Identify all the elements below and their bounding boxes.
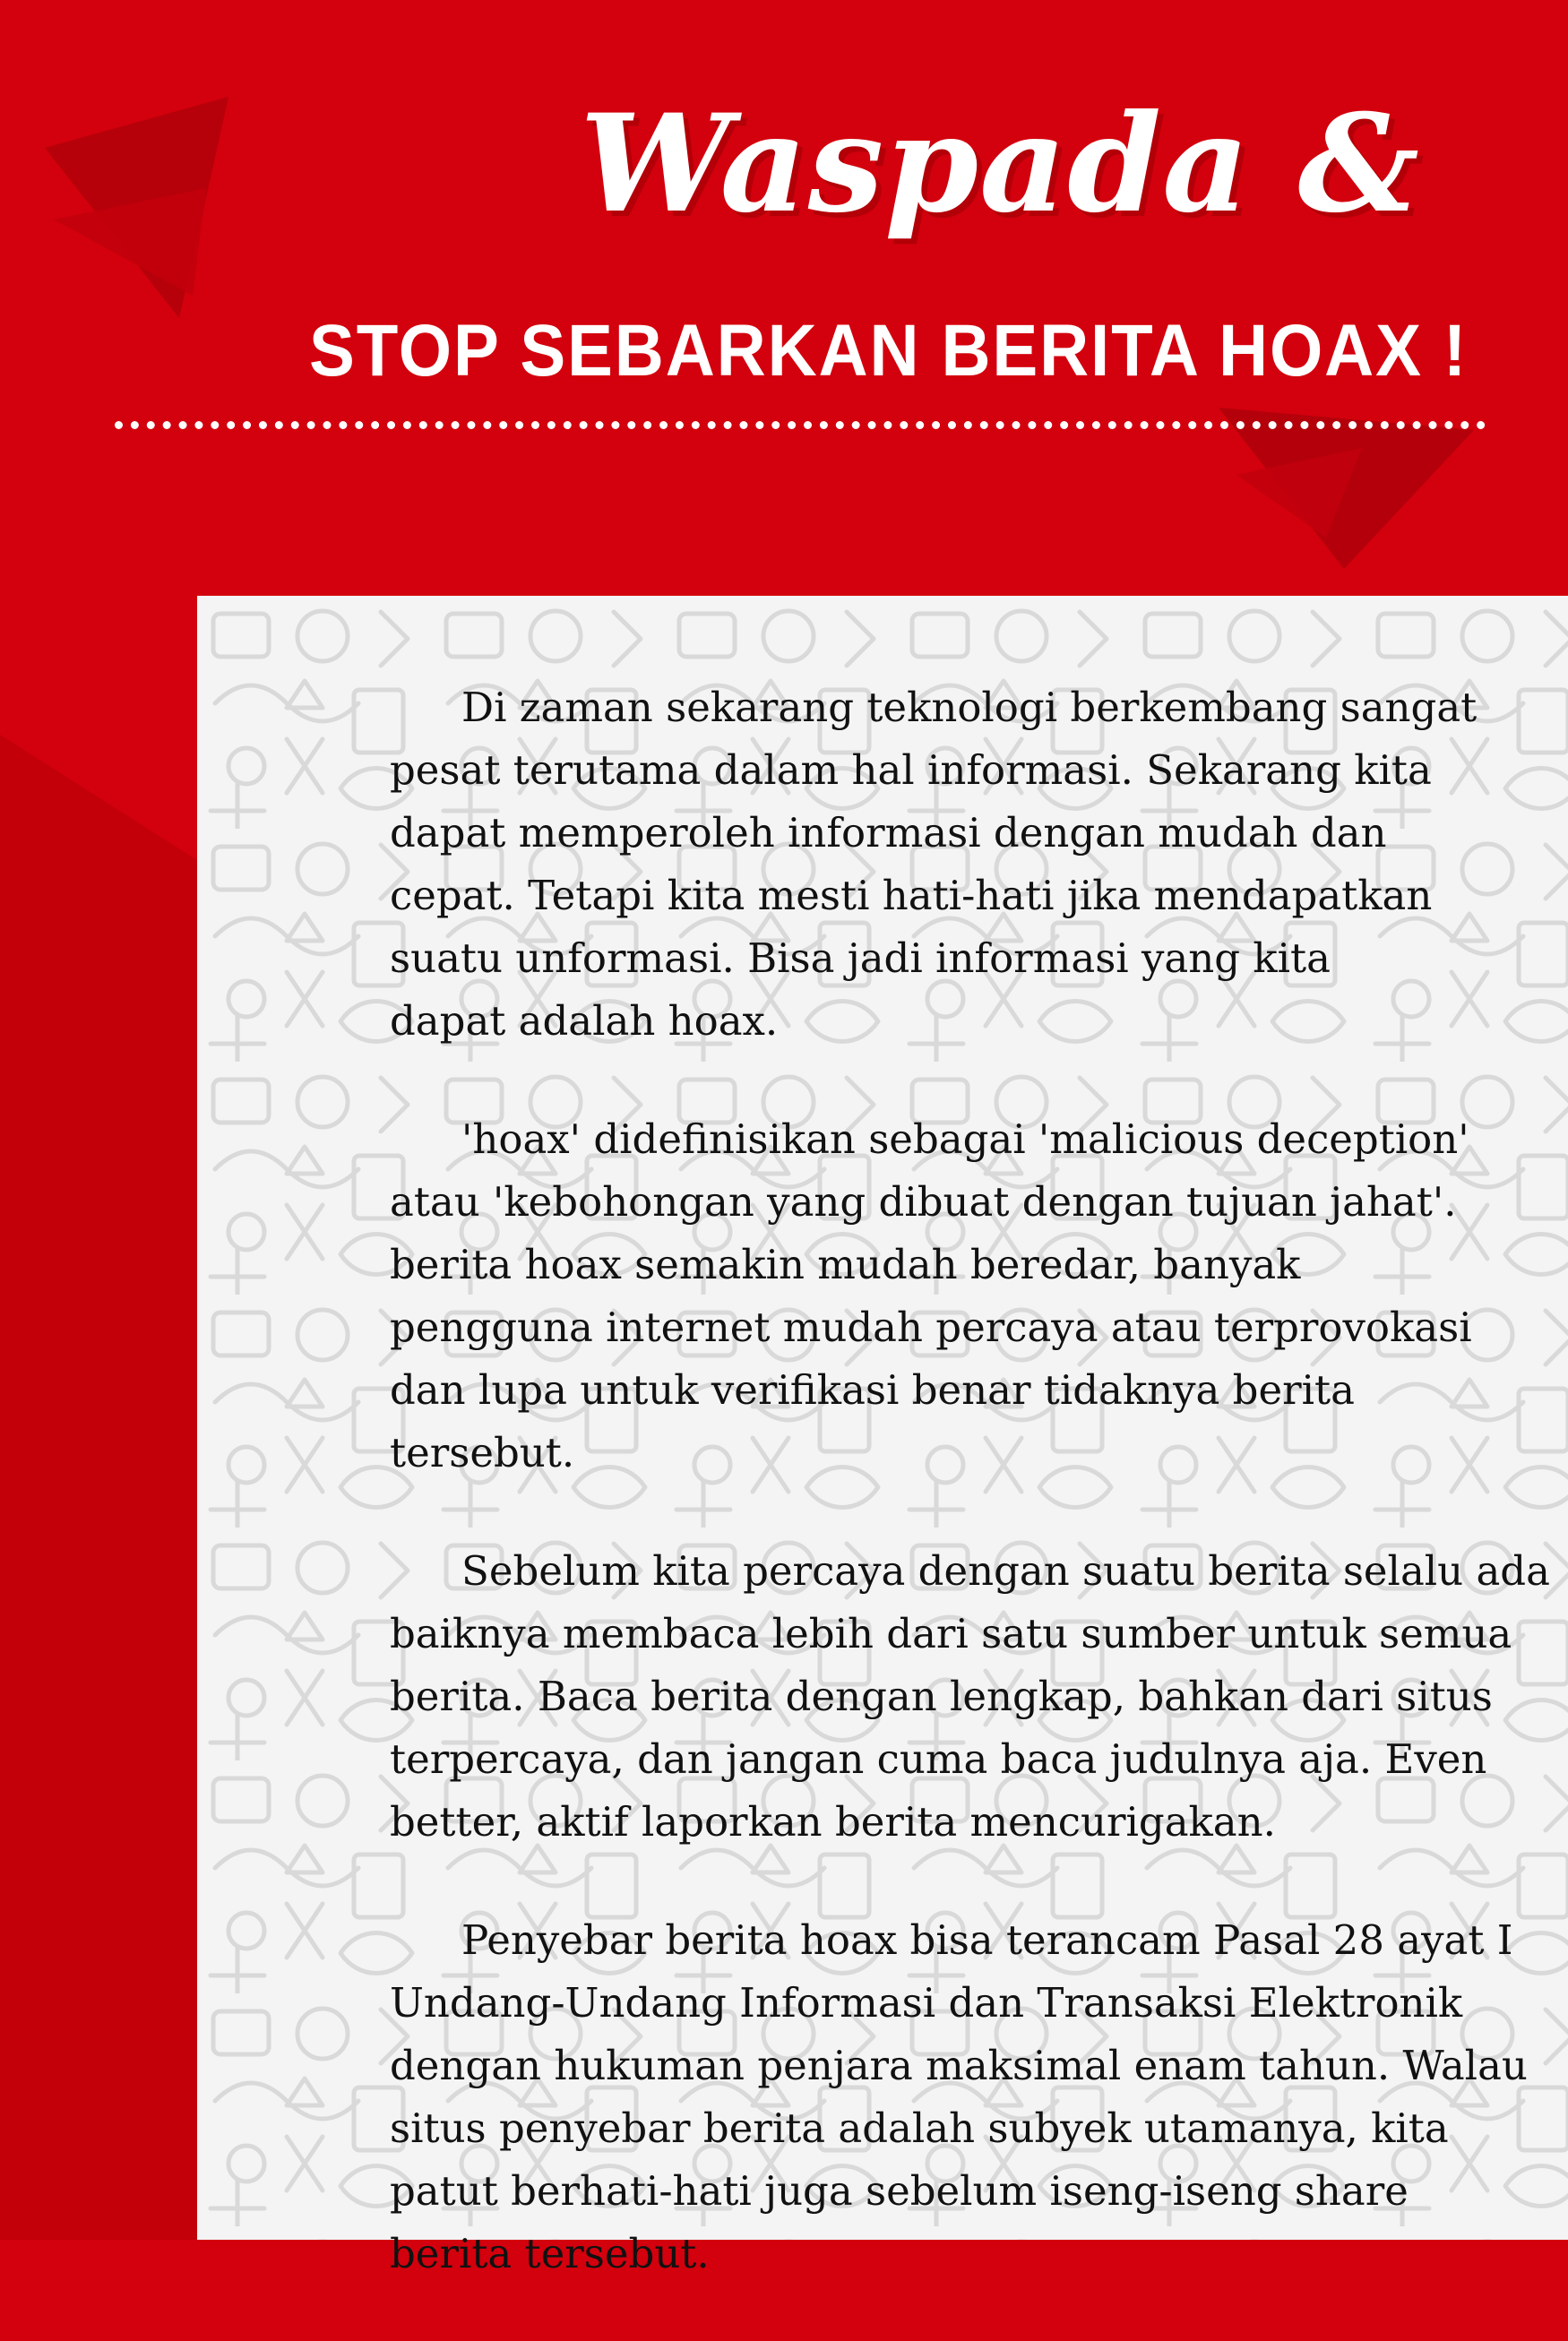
paragraph-line: Undang-Undang Informasi dan Transaksi Elektronik: [390, 1979, 1463, 2027]
paragraph-line: dapat memperoleh informasi dengan mudah dan: [390, 809, 1387, 856]
paragraph-line: cepat. Tetapi kita mesti hati-hati jika mendapatkan: [390, 872, 1433, 919]
paragraph-line: berita. Baca berita dengan lengkap, bahkan dari situs: [390, 1673, 1493, 1720]
paragraph-line: Sebelum kita percaya dengan suatu berita selalu ada: [461, 1547, 1550, 1595]
paragraph-4: [390, 1909, 1528, 2285]
paragraph-line: berita hoax semakin mudah beredar, banyak: [390, 1241, 1301, 1288]
title-main: STOP SEBARKAN BERITA HOAX !: [309, 310, 1469, 392]
paragraph-line: suatu unformasi. Bisa jadi informasi yang kita: [390, 934, 1331, 982]
paragraph-line: pengguna internet mudah percaya atau terprovokasi: [390, 1304, 1472, 1351]
paragraph-line: Di zaman sekarang teknologi berkembang sangat: [461, 684, 1478, 731]
paragraph-line: berita tersebut.: [390, 2230, 710, 2277]
paragraph-3: [390, 1540, 1550, 1854]
paragraph-line: dan lupa untuk verifikasi benar tidaknya berita: [390, 1366, 1355, 1414]
paragraph-line: patut berhati-hati juga sebelum iseng-iseng share: [390, 2167, 1409, 2215]
paragraph-1: [390, 676, 1501, 1053]
left-band-shape: [0, 735, 197, 2240]
paragraph-line: dengan hukuman penjara maksimal enam tahun. Walau: [390, 2042, 1528, 2089]
paragraph-line: baiknya membaca lebih dari satu sumber untuk semua: [390, 1610, 1512, 1657]
paragraph-line: atau 'kebohongan yang dibuat dengan tujuan jahat'.: [390, 1178, 1457, 1226]
triangle-decor-2: [54, 188, 206, 296]
paragraph-line: pesat terutama dalam hal informasi. Sekarang kita: [390, 746, 1432, 794]
paragraph-line: Penyebar berita hoax bisa terancam Pasal 28 ayat I: [461, 1916, 1513, 1964]
paragraph-line: terpercaya, dan jangan cuma baca judulnya aja. Even: [390, 1735, 1487, 1783]
dotted-divider: [115, 421, 1486, 429]
paragraph-line: tersebut.: [390, 1429, 575, 1476]
article-panel: [197, 596, 1568, 2277]
paragraph-line: better, aktif laporkan berita mencurigakan.: [390, 1798, 1276, 1846]
paragraph-2: [390, 1108, 1501, 1485]
article-body: [390, 676, 1550, 2341]
paragraph-line: situs penyebar berita adalah subyek utamanya, kita: [390, 2104, 1449, 2152]
title-script: Waspada &: [580, 85, 1420, 243]
paragraph-line: 'hoax' didefinisikan sebagai 'malicious deception': [461, 1115, 1469, 1163]
paragraph-line: dapat adalah hoax.: [390, 997, 779, 1045]
